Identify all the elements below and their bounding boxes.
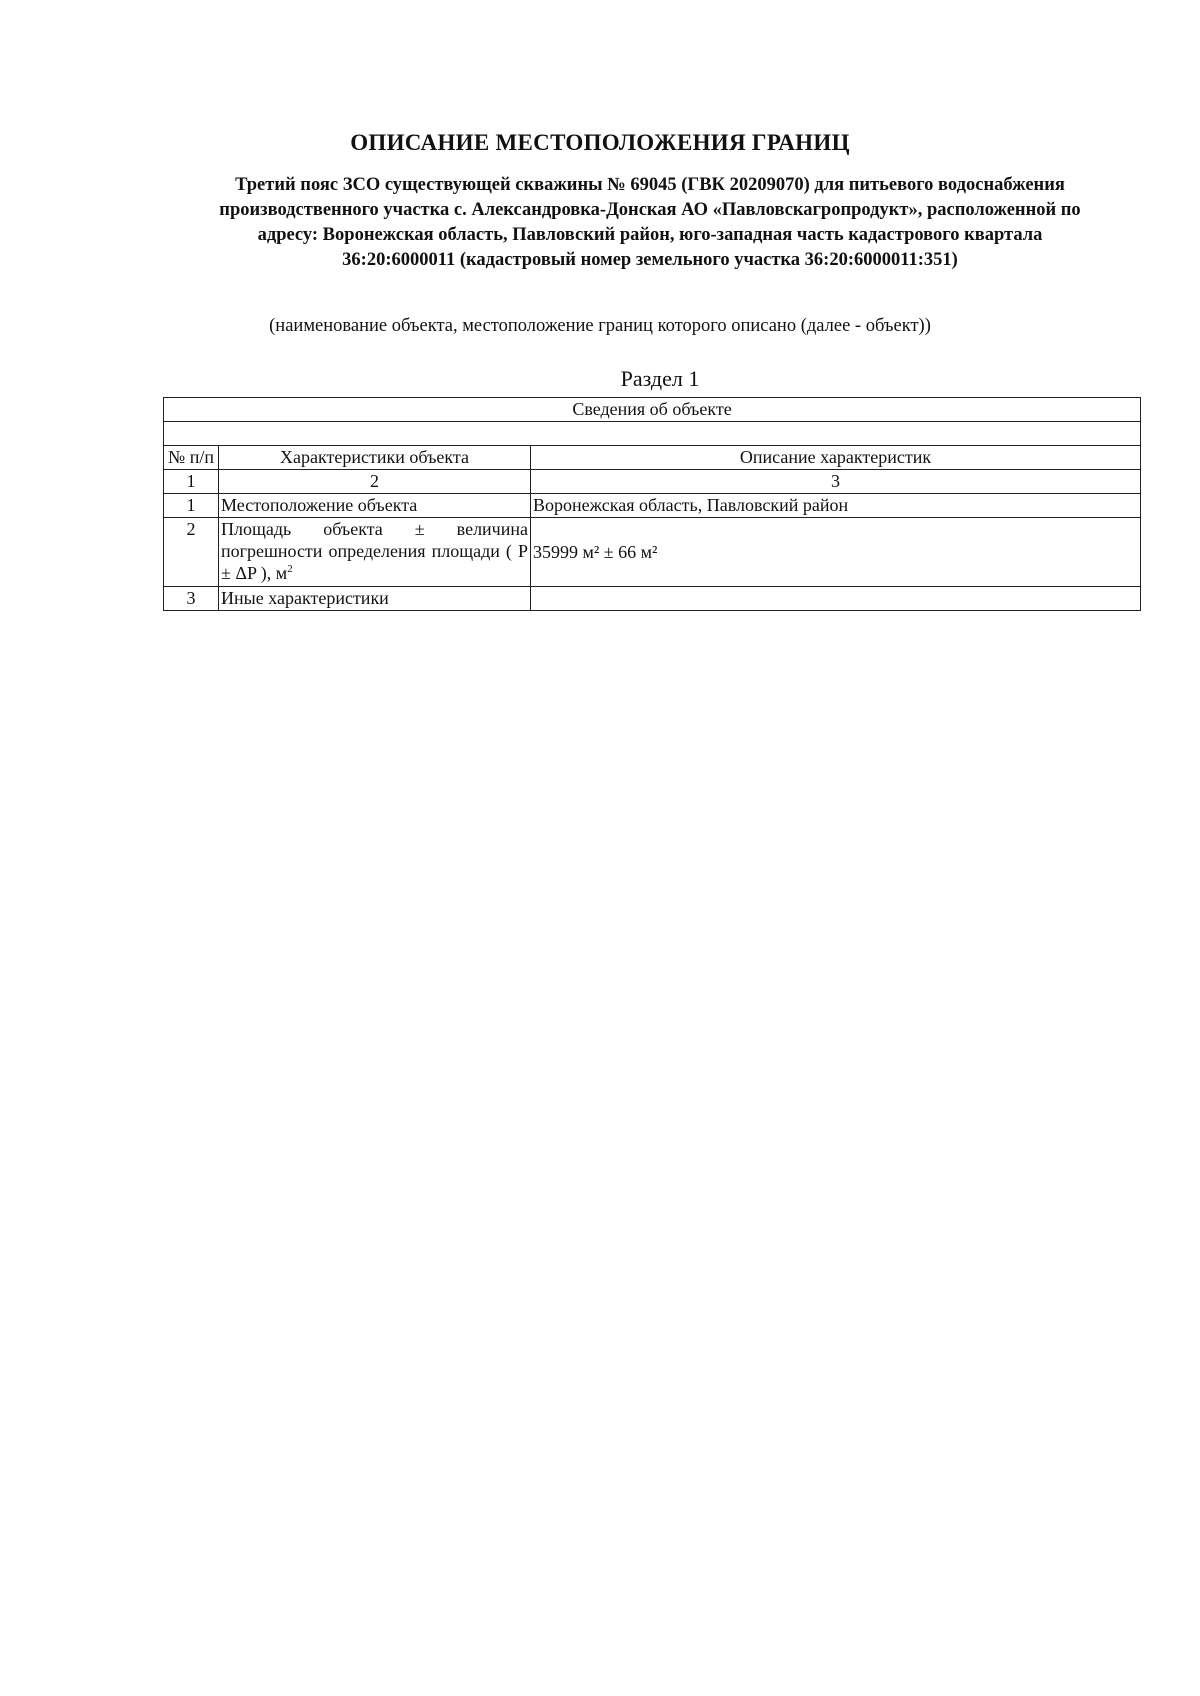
column-number: 1 — [164, 470, 219, 494]
row-characteristic: Местоположение объекта — [219, 494, 531, 518]
object-caption: (наименование объекта, местоположение границ которого описано (далее - объект)) — [269, 316, 931, 336]
row-characteristic-text: Площадь объекта ± величина погрешности определения площади ( P ± ΔP ), м — [221, 519, 528, 583]
object-name-line: 36:20:6000011 (кадастровый номер земельного участка 36:20:6000011:351) — [342, 250, 958, 270]
row-num: 1 — [164, 494, 219, 518]
object-name-line: Третий пояс ЗСО существующей скважины № 69045 (ГВК 20209070) для питьевого водоснабжения — [235, 175, 1065, 195]
object-info-table — [163, 397, 1141, 611]
row-description: Воронежская область, Павловский район — [531, 494, 1141, 518]
column-number: 3 — [531, 470, 1141, 494]
column-number: 2 — [219, 470, 531, 494]
column-numbers-row — [164, 470, 1141, 494]
unit-superscript: 2 — [287, 563, 293, 575]
row-characteristic — [219, 518, 531, 587]
column-headers-row — [164, 446, 1141, 470]
table-row — [164, 518, 1141, 587]
row-num: 3 — [164, 587, 219, 611]
row-description — [531, 587, 1141, 611]
table-row — [164, 587, 1141, 611]
object-name-line: производственного участка с. Александровка-Донская АО «Павловскагропродукт», расположенной по — [219, 200, 1081, 220]
row-description: 35999 м² ± 66 м² — [531, 518, 1141, 587]
table-empty-cell — [164, 422, 1141, 446]
table-empty-row — [164, 422, 1141, 446]
object-name-line: адресу: Воронежская область, Павловский район, юго-западная часть кадастрового квартала — [257, 225, 1043, 245]
row-num: 2 — [164, 518, 219, 587]
column-header-num: № п/п — [164, 446, 219, 470]
table-header: Сведения об объекте — [164, 398, 1141, 422]
row-characteristic: Иные характеристики — [219, 587, 531, 611]
page-title: ОПИСАНИЕ МЕСТОПОЛОЖЕНИЯ ГРАНИЦ — [350, 130, 850, 155]
table-header-row — [164, 398, 1141, 422]
section-title: Раздел 1 — [620, 366, 700, 391]
column-header-characteristic: Характеристики объекта — [219, 446, 531, 470]
column-header-description: Описание характеристик — [531, 446, 1141, 470]
table-row — [164, 494, 1141, 518]
object-name — [160, 173, 1140, 273]
